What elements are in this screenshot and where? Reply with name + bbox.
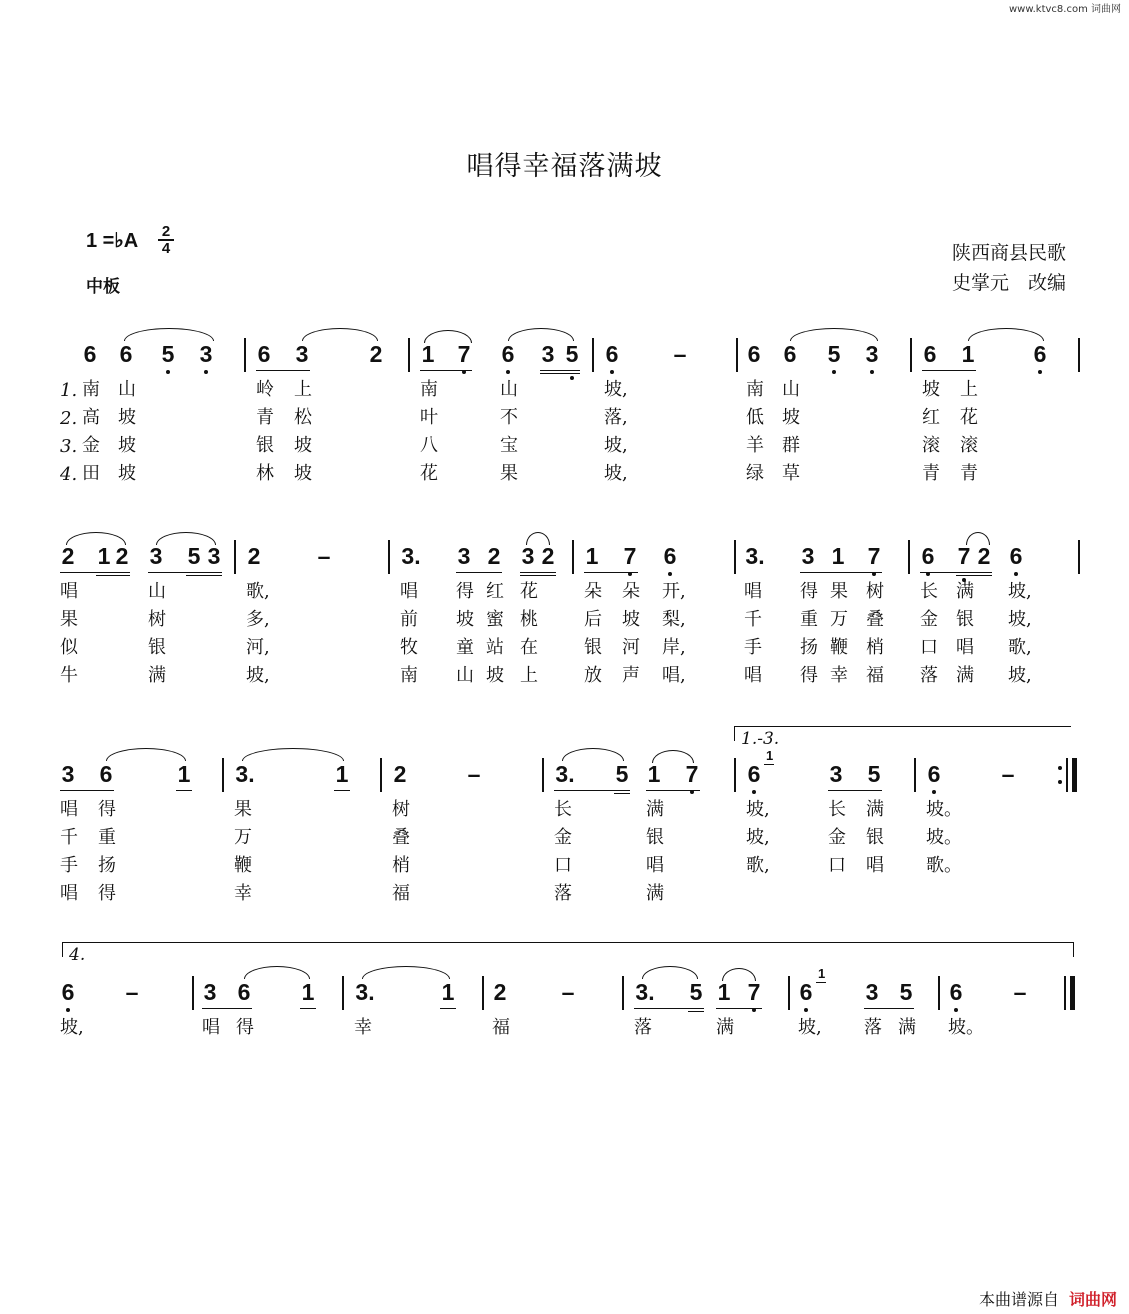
lyric: 唱: [646, 855, 664, 876]
note: 3.: [401, 543, 421, 569]
note: 6: [119, 341, 133, 367]
lyric: 桃: [520, 609, 538, 630]
lyric: 歌,: [746, 855, 770, 876]
lyric: 银: [148, 637, 166, 658]
note: 5: [689, 979, 703, 1005]
lyric: 落: [554, 883, 572, 904]
lyric: 上: [960, 379, 978, 400]
lyric: 唱: [60, 883, 78, 904]
note: –: [561, 979, 575, 1005]
lyric: 坡。: [926, 827, 962, 848]
lyric: 坡: [118, 463, 136, 484]
lyric: 滚: [922, 435, 940, 456]
footer-source-text: 本曲谱源自: [978, 1290, 1059, 1309]
song-title: 唱得幸福落满坡: [466, 151, 663, 182]
lyric: 叠: [392, 827, 410, 848]
lyric: 鞭: [830, 637, 848, 658]
lyric: 唱,: [662, 665, 686, 686]
note: –: [673, 341, 687, 367]
lyric: 放: [584, 665, 602, 686]
lyric: 叶: [420, 407, 438, 428]
note: 2: [977, 543, 991, 569]
lyric: 口: [828, 855, 846, 876]
lyric: 得: [800, 581, 818, 602]
note: 1: [177, 761, 191, 787]
lyric: 朵: [622, 581, 640, 602]
lyric: 开,: [662, 581, 686, 602]
note: 1: [301, 979, 315, 1005]
footer-site-link[interactable]: 词曲网: [1068, 1290, 1117, 1309]
note: 6: [948, 980, 964, 1004]
note: 5: [867, 761, 881, 787]
lyric: 山: [118, 379, 136, 400]
lyric: 青: [960, 463, 978, 484]
note: 3.: [745, 543, 765, 569]
lyric: 坡,: [60, 1017, 84, 1038]
lyric: 上: [520, 665, 538, 686]
lyric: 果: [234, 799, 252, 820]
lyric: 山: [148, 581, 166, 602]
lyric: 河,: [246, 637, 270, 658]
verse-number: 1.: [60, 380, 78, 401]
note: 1: [717, 979, 731, 1005]
lyric: 不: [500, 407, 518, 428]
lyric: 得: [236, 1017, 254, 1038]
meter-top: 2: [161, 223, 171, 240]
lyric: 鞭: [234, 855, 252, 876]
note: 7: [456, 342, 472, 366]
lyric: 坡: [922, 379, 940, 400]
note: 2: [115, 543, 129, 569]
lyric: 唱: [400, 581, 418, 602]
note: –: [1001, 761, 1015, 787]
lyric: 万: [234, 827, 252, 848]
note: 6: [662, 544, 678, 568]
lyric: 金: [920, 609, 938, 630]
note: 3.: [235, 761, 255, 787]
note: 2: [493, 979, 507, 1005]
note: 6: [746, 762, 762, 786]
note: 3: [864, 342, 880, 366]
lyric: 岭: [256, 379, 274, 400]
lyric: 万: [830, 609, 848, 630]
grace-note: 1: [766, 748, 774, 763]
note: 6: [747, 341, 761, 367]
lyric: 坡,: [746, 799, 770, 820]
lyric: 满: [898, 1017, 916, 1038]
note: 3: [541, 341, 555, 367]
lyric: 坡,: [246, 665, 270, 686]
note: 1: [831, 543, 845, 569]
lyric: 花: [960, 407, 978, 428]
volta-last: 4.: [62, 942, 1074, 957]
note: 3.: [355, 979, 375, 1005]
lyric: 群: [782, 435, 800, 456]
lyric: 得: [800, 665, 818, 686]
note: 1: [647, 761, 661, 787]
lyric: 南: [82, 379, 100, 400]
lyric: 红: [486, 581, 504, 602]
lyric: 满: [148, 665, 166, 686]
note: 7: [622, 544, 638, 568]
note: 2: [247, 543, 261, 569]
lyric: 花: [520, 581, 538, 602]
lyric: 岸,: [662, 637, 686, 658]
lyric: 坡,: [1008, 581, 1032, 602]
lyric: 唱: [956, 637, 974, 658]
lyric: 幸: [354, 1017, 372, 1038]
lyric: 树: [392, 799, 410, 820]
note: 2: [61, 543, 75, 569]
lyric: 落: [864, 1017, 882, 1038]
note: 5: [564, 342, 580, 366]
note: 6: [83, 341, 97, 367]
site-watermark: www.ktvc8.com 词曲网: [1008, 4, 1121, 15]
lyric: 满: [716, 1017, 734, 1038]
lyric: 多,: [246, 609, 270, 630]
lyric: 歌,: [1008, 637, 1032, 658]
lyric: 落: [634, 1017, 652, 1038]
note: –: [467, 761, 481, 787]
note: 7: [956, 544, 972, 568]
note: 3.: [555, 761, 575, 787]
lyric: 站: [486, 637, 504, 658]
lyric: 山: [782, 379, 800, 400]
lyric: 满: [646, 799, 664, 820]
note: 7: [866, 544, 882, 568]
lyric: 唱: [744, 581, 762, 602]
lyric: 树: [866, 581, 884, 602]
lyric: 金: [82, 435, 100, 456]
verse-number: 4.: [60, 464, 78, 485]
lyric: 长: [828, 799, 846, 820]
lyric: 金: [828, 827, 846, 848]
note: 1: [421, 341, 435, 367]
lyric: 落: [920, 665, 938, 686]
lyric: 满: [956, 665, 974, 686]
lyric: 扬: [98, 855, 116, 876]
lyric: 梢: [392, 855, 410, 876]
lyric: 落,: [604, 407, 628, 428]
lyric: 手: [744, 637, 762, 658]
note: 3: [198, 342, 214, 366]
verse-number: 3.: [60, 436, 78, 457]
lyric: 松: [294, 407, 312, 428]
lyric: 红: [922, 407, 940, 428]
lyric: 坡: [782, 407, 800, 428]
note: 2: [541, 543, 555, 569]
lyric: 坡: [294, 435, 312, 456]
lyric: 歌,: [246, 581, 270, 602]
note: 3: [829, 761, 843, 787]
lyric: 银: [646, 827, 664, 848]
credit-origin: 陕西商县民歌: [952, 242, 1067, 264]
note: 6: [237, 979, 251, 1005]
lyric: 福: [392, 883, 410, 904]
lyric: 满: [866, 799, 884, 820]
note: –: [1013, 979, 1027, 1005]
lyric: 坡,: [1008, 665, 1032, 686]
note: 3: [801, 543, 815, 569]
lyric: 后: [584, 609, 602, 630]
note: 3: [203, 979, 217, 1005]
lyric: 扬: [800, 637, 818, 658]
lyric: 长: [920, 581, 938, 602]
lyric: 得: [98, 883, 116, 904]
lyric: 银: [956, 609, 974, 630]
note: 6: [99, 761, 113, 787]
lyric: 草: [782, 463, 800, 484]
lyric: 银: [866, 827, 884, 848]
lyric: 滚: [960, 435, 978, 456]
tempo-marking: 中板: [86, 277, 120, 297]
lyric: 银: [256, 435, 274, 456]
note: 3.: [635, 979, 655, 1005]
lyric: 高: [82, 407, 100, 428]
lyric: 幸: [830, 665, 848, 686]
lyric: 唱: [202, 1017, 220, 1038]
lyric: 幸: [234, 883, 252, 904]
note: 6: [1032, 342, 1048, 366]
lyric: 歌。: [926, 855, 962, 876]
lyric: 青: [256, 407, 274, 428]
note: 6: [798, 980, 814, 1004]
lyric: 金: [554, 827, 572, 848]
note: 3: [61, 761, 75, 787]
lyric: 南: [746, 379, 764, 400]
lyric: 唱: [60, 799, 78, 820]
lyric: 得: [456, 581, 474, 602]
note: –: [317, 543, 331, 569]
lyric: 坡,: [798, 1017, 822, 1038]
lyric: 果: [60, 609, 78, 630]
note: 1: [961, 341, 975, 367]
lyric: 羊: [746, 435, 764, 456]
lyric: 福: [492, 1017, 510, 1038]
note: 1: [97, 543, 111, 569]
lyric: 坡。: [948, 1017, 984, 1038]
lyric: 青: [922, 463, 940, 484]
note: 6: [923, 341, 937, 367]
time-signature: [156, 224, 176, 256]
note: 6: [926, 762, 942, 786]
note: 5: [187, 543, 201, 569]
lyric: 重: [98, 827, 116, 848]
lyric: 千: [744, 609, 762, 630]
lyric: 牛: [60, 665, 78, 686]
lyric: 坡,: [604, 379, 628, 400]
lyric: 坡,: [746, 827, 770, 848]
lyric: 林: [256, 463, 274, 484]
note: –: [125, 979, 139, 1005]
lyric: 树: [148, 609, 166, 630]
note: 5: [899, 979, 913, 1005]
lyric: 蜜: [486, 609, 504, 630]
note: 7: [746, 980, 762, 1004]
note: 3: [521, 543, 535, 569]
lyric: 南: [420, 379, 438, 400]
lyric: 得: [98, 799, 116, 820]
note: 2: [393, 761, 407, 787]
lyric: 坡,: [1008, 609, 1032, 630]
lyric: 口: [554, 855, 572, 876]
volta-first: 1.-3.: [734, 726, 1071, 741]
note: 6: [783, 341, 797, 367]
lyric: 童: [456, 637, 474, 658]
lyric: 似: [60, 637, 78, 658]
lyric: 坡: [456, 609, 474, 630]
note: 6: [1008, 544, 1024, 568]
note: 3: [865, 979, 879, 1005]
lyric: 果: [500, 463, 518, 484]
lyric: 梢: [866, 637, 884, 658]
lyric: 声: [622, 665, 640, 686]
lyric: 河: [622, 637, 640, 658]
lyric: 绿: [746, 463, 764, 484]
note: 1: [335, 761, 349, 787]
note: 6: [60, 980, 76, 1004]
lyric: 长: [554, 799, 572, 820]
note: 3: [149, 543, 163, 569]
note: 5: [160, 342, 176, 366]
note: 7: [684, 762, 700, 786]
note: 6: [604, 342, 620, 366]
credit-arranger: 史掌元 改编: [952, 272, 1067, 294]
note: 3: [457, 543, 471, 569]
note: 6: [257, 341, 271, 367]
lyric: 坡: [118, 407, 136, 428]
lyric: 山: [456, 665, 474, 686]
lyric: 上: [294, 379, 312, 400]
footer-source: [979, 1287, 1117, 1310]
lyric: 宝: [500, 435, 518, 456]
lyric: 坡,: [604, 435, 628, 456]
lyric: 南: [400, 665, 418, 686]
verse-number: 2.: [60, 408, 78, 429]
lyric: 在: [520, 637, 538, 658]
note: 6: [920, 544, 936, 568]
lyric: 花: [420, 463, 438, 484]
note: 5: [826, 342, 842, 366]
lyric: 低: [746, 407, 764, 428]
note: 3: [295, 341, 309, 367]
lyric: 福: [866, 665, 884, 686]
lyric: 唱: [744, 665, 762, 686]
lyric: 坡。: [926, 799, 962, 820]
lyric: 手: [60, 855, 78, 876]
lyric: 果: [830, 581, 848, 602]
lyric: 坡: [622, 609, 640, 630]
lyric: 坡: [294, 463, 312, 484]
lyric: 叠: [866, 609, 884, 630]
lyric: 前: [400, 609, 418, 630]
lyric: 银: [584, 637, 602, 658]
lyric: 唱: [60, 581, 78, 602]
grace-note: 1: [818, 966, 826, 981]
lyric: 口: [920, 637, 938, 658]
lyric: 唱: [866, 855, 884, 876]
lyric: 满: [956, 581, 974, 602]
note: 6: [500, 342, 516, 366]
lyric: 坡,: [604, 463, 628, 484]
lyric: 满: [646, 883, 664, 904]
lyric: 山: [500, 379, 518, 400]
lyric: 八: [420, 435, 438, 456]
meter-bottom: 4: [161, 240, 171, 257]
note: 2: [487, 543, 501, 569]
lyric: 田: [82, 463, 100, 484]
lyric: 梨,: [662, 609, 686, 630]
key-signature: 1 =♭A: [86, 230, 139, 252]
lyric: 坡: [486, 665, 504, 686]
lyric: 朵: [584, 581, 602, 602]
lyric: 重: [800, 609, 818, 630]
lyric: 坡: [118, 435, 136, 456]
lyric: 千: [60, 827, 78, 848]
note: 5: [615, 761, 629, 787]
note: 2: [369, 341, 383, 367]
note: 1: [585, 543, 599, 569]
note: 1: [441, 979, 455, 1005]
lyric: 牧: [400, 637, 418, 658]
note: 3: [207, 543, 221, 569]
